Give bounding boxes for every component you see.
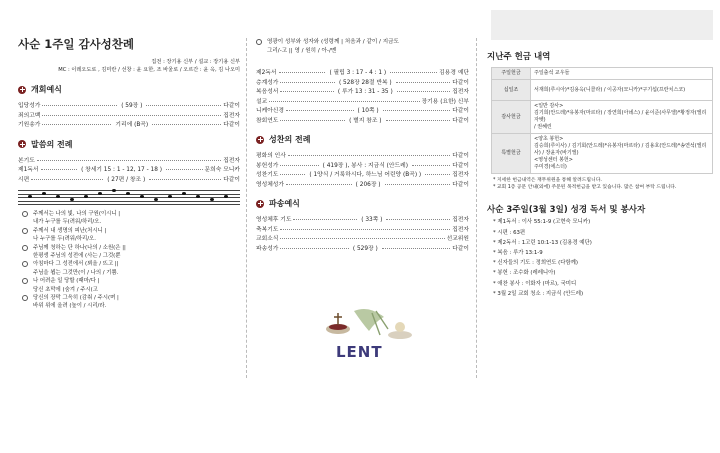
doxology bbox=[256, 38, 469, 55]
right-column bbox=[483, 50, 713, 453]
schedule-item: * 복음 : 루가 13:1-9 bbox=[493, 250, 543, 257]
offering-names: <양초 봉헌> 김승희(루이사) / 김기회(안드레)*유봉자(마르타) / 김용호(안드레)*송연석(엘리 사) / 장윤자(바기엘) <영성센터 봉헌> 주미경(에스더) bbox=[531, 134, 713, 174]
dismissal-list bbox=[256, 214, 469, 252]
order-role: 집전자 bbox=[223, 112, 240, 119]
schedule-item: * 애찬 봉사 : 이화자 (마르), 국미디 bbox=[493, 280, 577, 287]
section-heading bbox=[256, 198, 469, 209]
order-label: 입당성가 bbox=[18, 103, 41, 110]
order-label: 시편 bbox=[18, 176, 30, 183]
psalm-verse: 아침마다 그 성전에서 (뵈올 / 뜨고 || 주님을 뵙는 그것만(이 / 나의 / 기쁨. bbox=[18, 260, 240, 277]
order-role: 다같이 bbox=[223, 103, 240, 110]
eucharist-list bbox=[256, 150, 469, 188]
order-label: 본기도 bbox=[18, 157, 35, 164]
section-title: 성찬의 전례 bbox=[269, 135, 311, 145]
offering-names: <일반 감사> 김기희(안드레)*유봉자(마르타) / 장연희(아녜스) / 윤이준(사무엘)*황정자(엘리자벳) / 권혜린 bbox=[531, 101, 713, 134]
order-row: 참회연도 ( 별지 참조 ) 다같이 bbox=[256, 117, 470, 124]
offering-kind: 특별헌금 bbox=[492, 134, 531, 174]
schedule-title: 사순 3주일(3월 3일) 성경 독서 및 봉사자 bbox=[487, 205, 646, 216]
psalm-verse: 나 어려운 일 당할 (때마/다 | 당신 초막에 (숨겨 / 주시(고 bbox=[18, 277, 240, 294]
lent-wordmark: LENT bbox=[336, 343, 383, 361]
psalm-verse: 주께서 내 생명의 피난(처시니 | 나 누구를 두(려워/하리/오. bbox=[18, 227, 240, 244]
section-heading bbox=[18, 139, 240, 150]
order-detail: ( 창세기 15 : 1 - 12, 17 - 18 ) bbox=[81, 167, 162, 174]
order-label: 제1독서 bbox=[18, 167, 39, 174]
schedule-item: * 신자들의 기도 : 정희연도 (다함께) bbox=[493, 260, 578, 267]
staff-info bbox=[18, 58, 240, 74]
psalm-verse: 당신의 장막 그윽히 (감춰 / 주시(며 | 바위 위에 올려 (높이 / 시리/라. bbox=[18, 294, 240, 311]
order-row: 층계성가 ( 528장 28절 반복 ) 다같이 bbox=[256, 79, 470, 86]
offering-kind: 주일헌금 bbox=[492, 68, 531, 80]
table-row bbox=[492, 68, 713, 80]
header-placeholder-box bbox=[491, 10, 713, 40]
order-label: 기원송가 bbox=[18, 122, 41, 129]
order-row: 봉헌성가 ( 419장 ), 봉사 : 지금식 (안드레) 다같이 bbox=[256, 162, 469, 169]
section-heading bbox=[256, 134, 469, 145]
order-role: 다같이 bbox=[223, 122, 240, 129]
schedule-item: * 제2독서 : 1고린 10:1-13 (김용경 예단) bbox=[493, 239, 592, 246]
order-role: 다같이 bbox=[223, 176, 241, 183]
table-row bbox=[492, 101, 713, 134]
order-row: 평화의 인사 다같이 bbox=[256, 153, 469, 160]
middle-column bbox=[256, 0, 469, 403]
cross-icon bbox=[256, 136, 264, 144]
order-row: 축복기도 집전자 bbox=[256, 226, 469, 233]
table-row bbox=[492, 80, 713, 101]
order-detail: ( 59장 ) bbox=[121, 103, 143, 110]
psalm-verses bbox=[18, 210, 240, 311]
section-title: 개회예식 bbox=[31, 85, 62, 94]
psalm-verse: 주께서는 나의 빛, 나의 구원(이시니 | 내가 누구를 두(려워/하리/오. bbox=[18, 210, 240, 227]
order-row bbox=[18, 110, 240, 120]
psalm-verse: 주님께 청하는 단 하나(나의 / 소원(은 || 한평생 주님의 성전에 (사는 / 그것(뿐 bbox=[18, 244, 240, 261]
section-title: 파송예식 bbox=[269, 199, 300, 209]
left-column bbox=[18, 0, 240, 403]
cross-icon bbox=[18, 86, 26, 94]
order-row: 파송성가 ( 529장 ) 다같이 bbox=[256, 245, 469, 252]
order-row bbox=[18, 119, 240, 129]
cross-icon bbox=[256, 200, 264, 208]
order-detail: ( 27편 / 창조 ) bbox=[107, 176, 146, 183]
offering-kind: 감사헌금 bbox=[492, 101, 531, 134]
word-list bbox=[18, 155, 240, 184]
schedule-item: * 봉헌 : 조수화 (레레니아) bbox=[493, 270, 556, 277]
order-row: 제2독서 ( 필립 3 : 17 - 4 : 1 ) 김용경 예단 bbox=[256, 70, 469, 77]
order-role: 집전자 bbox=[223, 157, 240, 164]
offering-notes bbox=[483, 177, 713, 191]
doxology-line: 그리/-고 || 영 / 원히 / 아-/멘 bbox=[267, 47, 337, 54]
doxology-line: 영광이 성부와 성자와 (성령께 | 처음과 / 같이 / 지금도 bbox=[267, 39, 399, 45]
staff-line: MC : 이레오도로 , 김미란 / 선창 : 윤 요한, 조 바울로 / 오르간 : 윤 옥, 김 나오미 bbox=[58, 67, 240, 73]
offering-kind: 십일조 bbox=[492, 80, 531, 101]
order-row: 성찬기도 ( 1양식 / 거룩하시다, 하느님 어린양 (B곡) ) 집전자 bbox=[256, 172, 469, 179]
readings-list bbox=[256, 67, 469, 124]
order-row bbox=[18, 155, 240, 165]
lent-illustration bbox=[314, 307, 424, 367]
note-line: * 교회 1층 공문 안내(외에) 주문된 목적헌금을 받고 있습니다. 많은 참여 부탁 드립니다. bbox=[493, 185, 677, 191]
order-row: 설교 장기용 (요한) 신부 bbox=[256, 98, 469, 105]
schedule-list bbox=[483, 217, 713, 299]
order-row bbox=[18, 100, 240, 110]
order-row bbox=[18, 174, 240, 184]
table-row bbox=[492, 134, 713, 174]
order-row: 영성체성가 ( 206장 ) 다같이 bbox=[256, 181, 469, 188]
offering-names: 주일출석 교우들 bbox=[531, 68, 713, 80]
order-row: 영성체후 기도 ( 33쪽 ) 집전자 bbox=[256, 217, 470, 224]
lent-artwork bbox=[314, 307, 424, 347]
schedule-item: * 3월 2일 교회 청소 : 지금식 (안드레) bbox=[493, 290, 584, 297]
opening-list bbox=[18, 100, 240, 129]
note-line: * 지세한 헌금내역은 재무위원을 통해 알려드립니다. bbox=[493, 178, 602, 183]
cross-icon bbox=[18, 140, 26, 148]
offering-table bbox=[491, 67, 713, 174]
schedule-item: * 제1독서 : 이사 55:1-9 (고현숙 모니카) bbox=[493, 219, 591, 226]
order-row: 교회소식 선교위원 bbox=[256, 236, 469, 243]
section-title: 말씀의 전례 bbox=[31, 139, 73, 149]
order-detail: 기리에 (B곡) bbox=[115, 122, 149, 129]
section-heading bbox=[18, 84, 240, 95]
offering-title: 지난주 헌금 내역 bbox=[487, 52, 551, 62]
staff-line: 집전 : 장기용 신부 / 설교 : 장기용 신부 bbox=[151, 59, 240, 65]
order-row: 복음성서 ( 루가 13 : 31 - 35 ) 집전자 bbox=[256, 89, 470, 96]
psalm-music-staff bbox=[18, 187, 240, 205]
order-row: 니케아신경 ( 10쪽 ) 다같이 bbox=[256, 108, 469, 115]
column-divider bbox=[476, 38, 477, 378]
column-divider bbox=[246, 38, 247, 378]
page-title: 사순 1주일 감사성찬례 bbox=[18, 37, 134, 51]
order-label: 죄의고백 bbox=[18, 112, 41, 119]
schedule-item: * 시편 : 63편 bbox=[493, 229, 526, 236]
offering-names: 서재희(루시아)*김용옥(니콜라) / 이공자(모니카)*구기섭(프란치스코) bbox=[531, 80, 713, 101]
order-role: 문희숙 모니카 bbox=[204, 167, 240, 174]
order-row bbox=[18, 164, 240, 174]
